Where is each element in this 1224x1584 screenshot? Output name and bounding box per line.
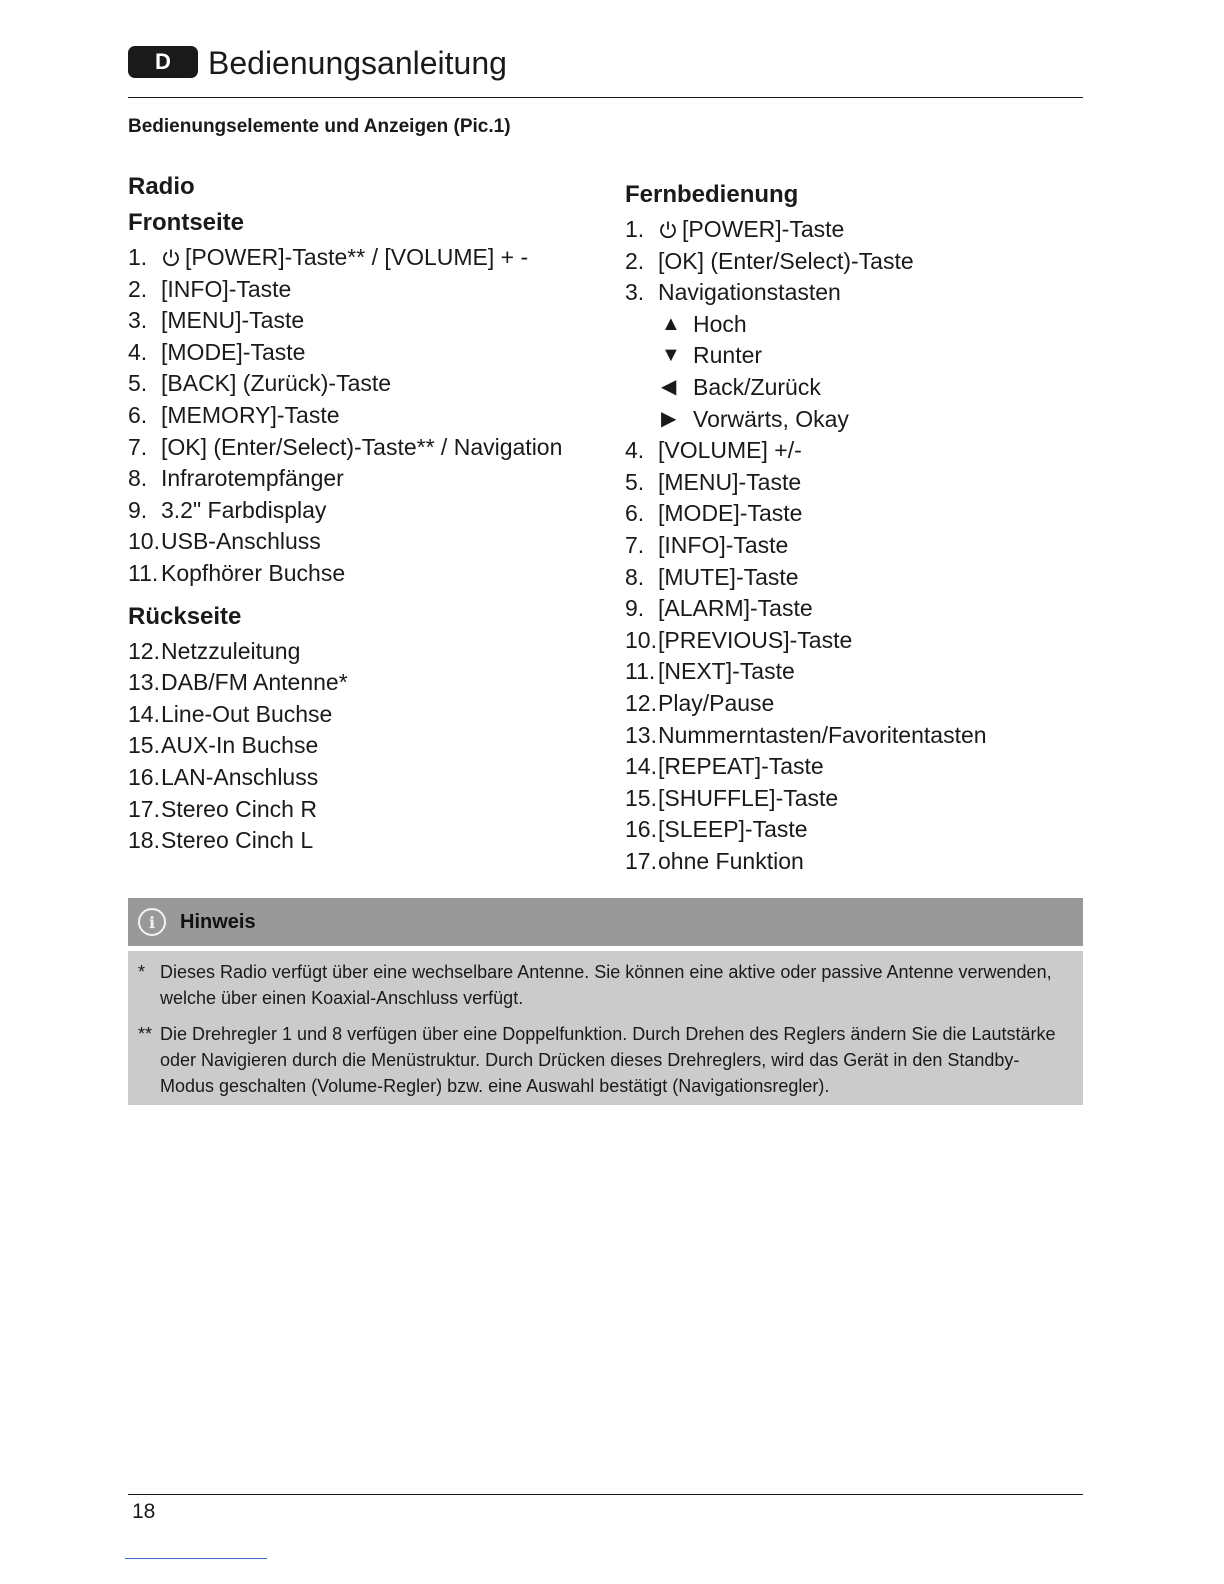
list-item [625, 656, 1085, 688]
item-text: [MENU]-Taste [161, 307, 305, 334]
footer-rule [128, 1494, 1083, 1495]
item-text: ohne Funktion [658, 847, 804, 874]
rear-list [128, 636, 598, 857]
item-number: 14. [625, 753, 657, 780]
item-text: Nummerntasten/Favoritentasten [658, 721, 987, 748]
list-item [128, 730, 598, 762]
list-item [625, 814, 1085, 846]
remote-list [625, 214, 1085, 309]
list-item [128, 558, 598, 590]
item-number: 8. [625, 563, 645, 590]
section-title: Bedienungselemente und Anzeigen (Pic.1) [128, 116, 511, 137]
item-number: 15. [625, 784, 657, 811]
list-item [128, 242, 598, 274]
list-item [128, 699, 598, 731]
item-number: 5. [625, 468, 645, 495]
item-number: 3. [625, 279, 645, 306]
item-text: Netzzuleitung [161, 637, 301, 664]
item-text: [INFO]-Taste [161, 275, 292, 302]
note-text: Dieses Radio verfügt über eine wechselbare Antenne. Sie können eine aktive oder passive Antenne verwenden, welche über einen Koaxial-Anschluss verfügt. [160, 962, 1052, 1008]
list-item [128, 305, 598, 337]
nav-key-label: Hoch [693, 310, 747, 337]
item-number: 18. [128, 827, 160, 854]
item-text: LAN-Anschluss [161, 763, 319, 790]
item-number: 5. [128, 370, 148, 397]
item-number: 2. [128, 275, 148, 302]
note-header [128, 898, 1083, 946]
nav-key-item [625, 309, 1085, 341]
item-number: 11. [128, 559, 159, 586]
list-item [128, 794, 598, 826]
item-number: 12. [625, 689, 657, 716]
power-icon [658, 220, 678, 240]
item-number: 17. [625, 847, 657, 874]
rear-heading: Rückseite [128, 602, 242, 630]
right-column [625, 178, 1085, 877]
note-body [128, 951, 1083, 1105]
page-number: 18 [132, 1500, 156, 1523]
item-text: [VOLUME] +/- [658, 437, 802, 464]
item-number: 14. [128, 700, 160, 727]
list-item [625, 467, 1085, 499]
item-text: Navigationstasten [658, 279, 841, 306]
list-item [625, 435, 1085, 467]
list-item [128, 274, 598, 306]
list-item [128, 463, 598, 495]
item-text: [INFO]-Taste [658, 531, 789, 558]
item-number: 7. [128, 433, 148, 460]
list-item [128, 636, 598, 668]
radio-heading: Radio [128, 173, 195, 200]
list-item [625, 277, 1085, 309]
item-number: 9. [128, 496, 148, 523]
item-text: [MENU]-Taste [658, 468, 802, 495]
item-number: 17. [128, 795, 160, 822]
item-text: Play/Pause [658, 689, 775, 716]
nav-key-item [625, 340, 1085, 372]
list-item [625, 562, 1085, 594]
note-title: Hinweis [180, 910, 256, 933]
list-item [625, 214, 1085, 246]
list-item [625, 751, 1085, 783]
item-text: [BACK] (Zurück)-Taste [161, 370, 392, 397]
item-number: 1. [128, 244, 148, 270]
list-item [128, 368, 598, 400]
document-title: Bedienungsanleitung [208, 45, 507, 81]
note-paragraph [138, 1021, 1063, 1099]
list-item [625, 688, 1085, 720]
item-text: [POWER]-Taste** / [VOLUME] + - [185, 244, 529, 270]
remote-heading: Fernbedienung [625, 181, 799, 208]
item-text: [MUTE]-Taste [658, 563, 799, 590]
info-icon: i [138, 908, 166, 936]
footnote-mark: ** [138, 1024, 153, 1044]
nav-key-item [625, 372, 1085, 404]
item-text: [PREVIOUS]-Taste [658, 626, 853, 653]
front-list [128, 242, 598, 590]
remote-list-continued [625, 435, 1085, 877]
arrow-icon: ▲ [661, 312, 681, 335]
list-item [128, 495, 598, 527]
header-rule [128, 97, 1083, 98]
list-item [625, 593, 1085, 625]
list-item [625, 498, 1085, 530]
item-number: 15. [128, 732, 160, 759]
item-number: 2. [625, 247, 645, 274]
item-number: 16. [128, 763, 160, 790]
power-icon [161, 248, 181, 268]
item-text: AUX-In Buchse [161, 732, 319, 759]
item-number: 10. [625, 626, 657, 653]
arrow-icon: ◀ [661, 375, 677, 398]
list-item [128, 400, 598, 432]
nav-key-label: Back/Zurück [693, 373, 821, 400]
list-item [128, 526, 598, 558]
list-item [625, 720, 1085, 752]
item-number: 4. [128, 338, 148, 365]
left-column [128, 170, 598, 857]
item-text: USB-Anschluss [161, 528, 321, 555]
list-item [625, 530, 1085, 562]
item-number: 9. [625, 595, 645, 622]
item-text: DAB/FM Antenne* [161, 669, 348, 696]
item-text: Line-Out Buchse [161, 700, 333, 727]
list-item [625, 846, 1085, 878]
item-number: 10. [128, 528, 160, 555]
item-text: [MODE]-Taste [658, 500, 803, 527]
list-item [128, 667, 598, 699]
item-number: 12. [128, 637, 160, 664]
item-number: 13. [128, 669, 160, 696]
item-number: 6. [625, 500, 645, 527]
language-badge: D [128, 46, 198, 78]
page-header [128, 44, 1083, 88]
item-number: 7. [625, 531, 645, 558]
link-underline [125, 1558, 267, 1559]
item-text: [MEMORY]-Taste [161, 401, 340, 428]
item-text: [REPEAT]-Taste [658, 753, 824, 780]
item-text: [MODE]-Taste [161, 338, 306, 365]
power-icon [161, 248, 185, 268]
list-item [128, 432, 598, 464]
item-number: 6. [128, 401, 148, 428]
item-number: 16. [625, 816, 657, 843]
list-item [625, 246, 1085, 278]
item-number: 11. [625, 658, 656, 685]
list-item [128, 337, 598, 369]
list-item [625, 625, 1085, 657]
nav-key-label: Runter [693, 342, 763, 369]
item-number: 1. [625, 216, 645, 242]
item-number: 4. [625, 437, 645, 464]
item-text: Kopfhörer Buchse [161, 559, 346, 586]
nav-key-label: Vorwärts, Okay [693, 405, 849, 432]
item-text: Stereo Cinch L [161, 827, 314, 854]
list-item [128, 762, 598, 794]
item-text: [SHUFFLE]-Taste [658, 784, 839, 811]
item-number: 8. [128, 465, 148, 492]
power-icon [658, 220, 682, 240]
item-text: [OK] (Enter/Select)-Taste [658, 247, 914, 274]
note-paragraph [138, 959, 1063, 1011]
item-number: 3. [128, 307, 148, 334]
item-text: [OK] (Enter/Select)-Taste** / Navigation [161, 433, 563, 460]
item-text: [SLEEP]-Taste [658, 816, 808, 843]
front-heading: Frontseite [128, 209, 245, 236]
item-text: [NEXT]-Taste [658, 658, 795, 685]
item-number: 13. [625, 721, 657, 748]
list-item [625, 783, 1085, 815]
arrow-icon: ▼ [661, 344, 681, 367]
navigation-keys-list [625, 309, 1085, 435]
arrow-icon: ▶ [661, 407, 677, 430]
nav-key-item [625, 404, 1085, 436]
item-text: 3.2" Farbdisplay [161, 496, 327, 523]
item-text: [POWER]-Taste [682, 216, 845, 242]
list-item [128, 825, 598, 857]
note-text: Die Drehregler 1 und 8 verfügen über eine Doppelfunktion. Durch Drehen des Reglers ändern Sie die Lautstärke oder Navigieren durch die Menüstruktur. Durch Drücken dieses Drehreglers, wird das Gerät in den Standby-Modus geschalten (Volume-Regler) bzw. eine Auswahl bestätigt (Navigationsregler). [160, 1024, 1056, 1096]
item-text: Infrarotempfänger [161, 465, 344, 492]
item-text: Stereo Cinch R [161, 795, 317, 822]
item-text: [ALARM]-Taste [658, 595, 813, 622]
note-box [128, 898, 1083, 1105]
footnote-mark: * [138, 962, 146, 982]
